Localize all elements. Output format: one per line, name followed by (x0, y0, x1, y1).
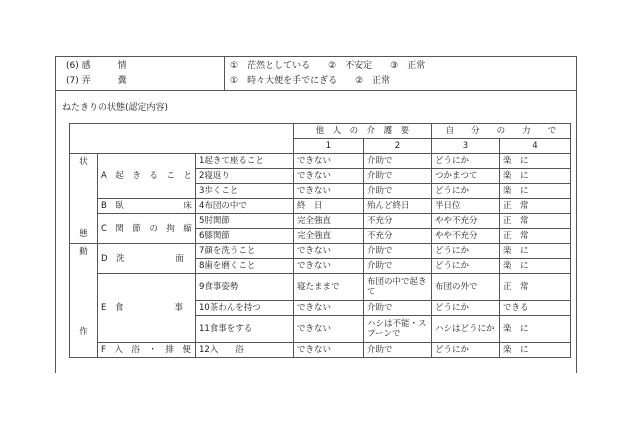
cell: どうにか (431, 301, 499, 316)
cell: 不充分 (363, 214, 431, 229)
table-row (70, 274, 571, 301)
cell: ハシは不能・スプーンで (363, 316, 431, 343)
col-header-2: 2 (363, 139, 431, 154)
cell: 正 常 (499, 274, 570, 301)
cell: できる (499, 301, 570, 316)
cell: 布団の外で (431, 274, 499, 301)
cell: やや不充分 (431, 229, 499, 244)
cell: できない (293, 154, 363, 169)
cell: どうにか (431, 244, 499, 259)
cell: やや不充分 (431, 214, 499, 229)
cell: どうにか (431, 154, 499, 169)
row-label-feces: (7) 弄 糞 (66, 76, 127, 86)
item-label: 10茶わんを持つ (195, 301, 293, 316)
cell: できない (293, 343, 363, 358)
bedridden-status-table (69, 123, 571, 358)
item-label: 9食事姿勢 (195, 274, 293, 301)
cell: できない (293, 244, 363, 259)
cell: どうにか (431, 343, 499, 358)
item-label: 6膝関節 (195, 229, 293, 244)
item-label: 11食事をする (195, 316, 293, 343)
item-label: 7顔を洗うこと (195, 244, 293, 259)
row-label-emotion: (6) 感 情 (66, 61, 127, 71)
item-label: 1起きて座ること (195, 154, 293, 169)
cell: 楽 に (499, 244, 570, 259)
cell: 布団の中で起きて (363, 274, 431, 301)
item-label: 5肘関節 (195, 214, 293, 229)
cell: 正 常 (499, 229, 570, 244)
cell: 不充分 (363, 229, 431, 244)
cell: できない (293, 169, 363, 184)
cell: 楽 に (499, 316, 570, 343)
cell: 完全強直 (293, 229, 363, 244)
category-F: F 入 浴 ・ 排 便 (98, 343, 196, 358)
category-B: B 臥 床 (98, 199, 196, 214)
section-title: ねたきりの状態(認定内容) (62, 103, 169, 113)
cell: 正 常 (499, 214, 570, 229)
table-row (70, 154, 571, 169)
table-row (70, 244, 571, 259)
cell: 楽 に (499, 343, 570, 358)
cell: 介助で (363, 244, 431, 259)
item-label: 2寝返り (195, 169, 293, 184)
item-label: 3歩くこと (195, 184, 293, 199)
side-label-action: 動 作 (70, 244, 98, 358)
cell: 介助で (363, 169, 431, 184)
cell: 終 日 (293, 199, 363, 214)
header-blank (70, 124, 294, 154)
item-label: 4布団の中で (195, 199, 293, 214)
cell: 楽 に (499, 259, 570, 274)
section-divider (56, 90, 576, 91)
side-label-status: 状 態 (70, 154, 98, 244)
cell: 介助で (363, 259, 431, 274)
header-other-care: 他 人 の 介 護 要 (293, 124, 431, 139)
row-options-feces: ① 時々大便を手でにぎる ② 正常 (230, 76, 391, 86)
table-row (70, 214, 571, 229)
cell: 完全強直 (293, 214, 363, 229)
cell: 寝たままで (293, 274, 363, 301)
cell: ハシはどうにか (431, 316, 499, 343)
category-A: A 起 き る こ と (98, 154, 196, 199)
cell: できない (293, 184, 363, 199)
item-label: 8歯を磨くこと (195, 259, 293, 274)
table-row (70, 343, 571, 358)
cell: 楽 に (499, 154, 570, 169)
cell: どうにか (431, 184, 499, 199)
cell: つかまつて (431, 169, 499, 184)
category-D: D 洗 面 (98, 244, 196, 274)
cell: 介助で (363, 343, 431, 358)
cell: できない (293, 259, 363, 274)
cell: どうにか (431, 259, 499, 274)
category-C: C 関 節 の 拘 縮 (98, 214, 196, 244)
col-header-1: 1 (293, 139, 363, 154)
cell: 半日位 (431, 199, 499, 214)
category-E: E 食 事 (98, 274, 196, 343)
cell: 楽 に (499, 184, 570, 199)
divider (224, 57, 225, 90)
cell: 介助で (363, 301, 431, 316)
cell: 正 常 (499, 199, 570, 214)
cell: 介助で (363, 184, 431, 199)
table-row (70, 199, 571, 214)
col-header-3: 3 (431, 139, 499, 154)
cell: 殆んど終日 (363, 199, 431, 214)
col-header-4: 4 (499, 139, 570, 154)
cell: できない (293, 316, 363, 343)
cell: 楽 に (499, 169, 570, 184)
header-self: 自 分 の 力 で (431, 124, 570, 139)
cell: できない (293, 301, 363, 316)
cell: 介助で (363, 154, 431, 169)
assessment-form (55, 56, 577, 373)
item-label: 12入 浴 (195, 343, 293, 358)
row-options-emotion: ① 茫然としている ② 不安定 ③ 正常 (230, 61, 426, 71)
